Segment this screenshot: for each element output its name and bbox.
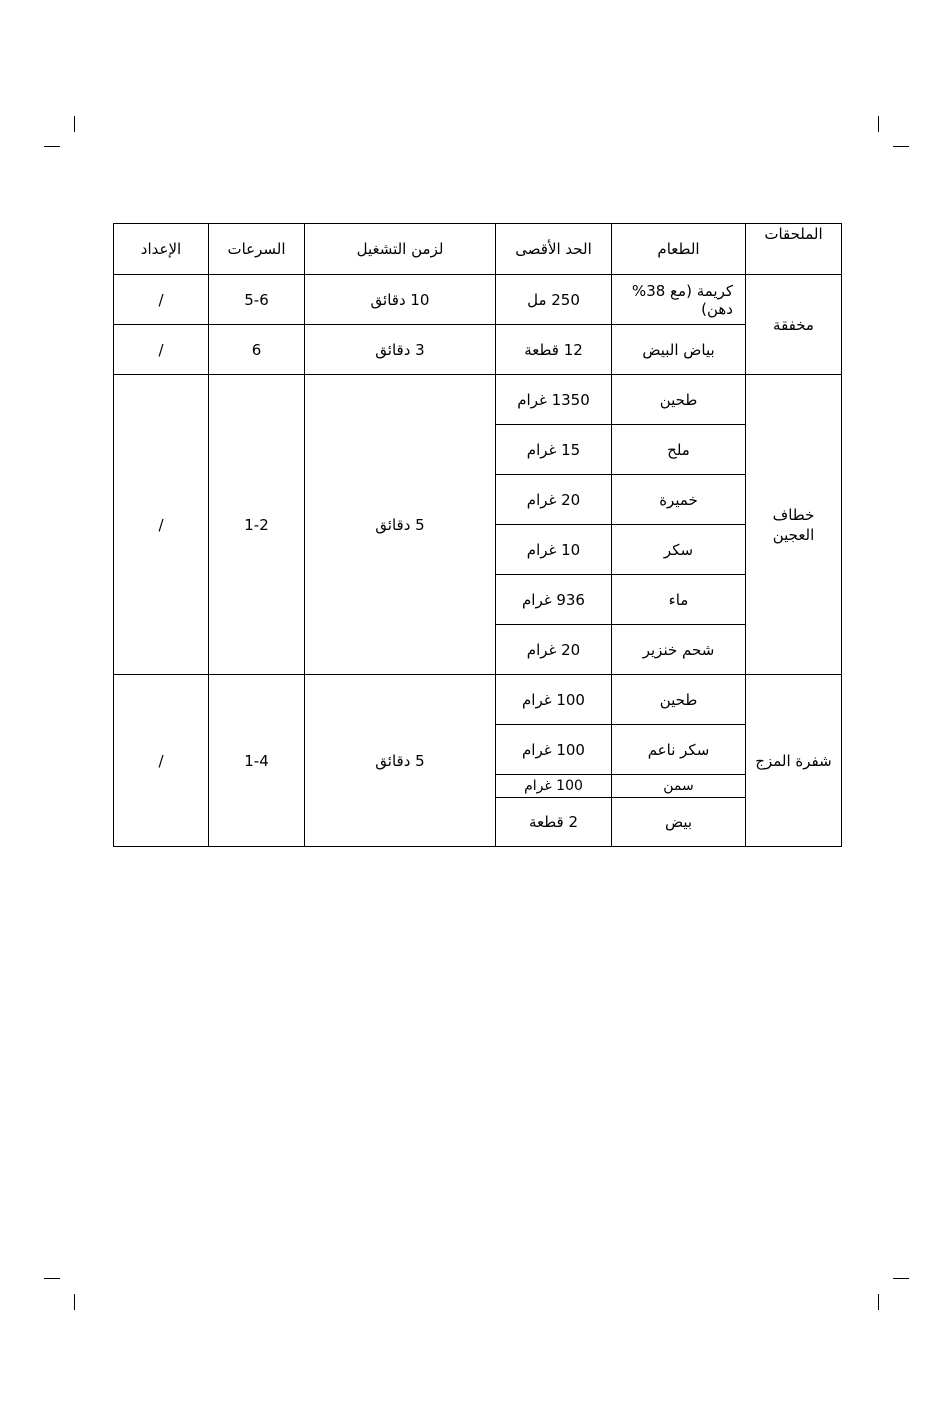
crop-mark-top-right-v <box>878 116 879 132</box>
table-row <box>114 375 842 425</box>
header-max: الحد الأقصى <box>496 224 612 275</box>
crop-mark-bottom-right-h <box>893 1278 909 1279</box>
header-attachments: الملحقات <box>746 224 842 275</box>
prep-cell: / <box>114 375 209 675</box>
header-speeds: السرعات <box>209 224 305 275</box>
crop-mark-bottom-left-v <box>74 1294 75 1310</box>
max-cell: 100 غرام <box>496 775 612 798</box>
speed-cell: 1-4 <box>209 675 305 847</box>
crop-mark-bottom-left-h <box>44 1278 60 1279</box>
max-cell: 20 غرام <box>496 625 612 675</box>
header-row <box>114 224 842 275</box>
food-cell: طحين <box>612 375 746 425</box>
crop-mark-top-right-h <box>893 146 909 147</box>
food-cell: سكر <box>612 525 746 575</box>
max-cell: 250 مل <box>496 275 612 325</box>
prep-cell: / <box>114 675 209 847</box>
prep-cell: / <box>114 325 209 375</box>
max-cell: 100 غرام <box>496 675 612 725</box>
food-cell: طحين <box>612 675 746 725</box>
attachment-cell: شفرة المزج <box>746 675 842 847</box>
food-cell: شحم خنزير <box>612 625 746 675</box>
crop-mark-top-left-h <box>44 146 60 147</box>
food-cell: خميرة <box>612 475 746 525</box>
header-food: الطعام <box>612 224 746 275</box>
food-cell: سكر ناعم <box>612 725 746 775</box>
max-cell: 12 قطعة <box>496 325 612 375</box>
max-cell: 936 غرام <box>496 575 612 625</box>
max-cell: 2 قطعة <box>496 798 612 847</box>
header-prep: الإعداد <box>114 224 209 275</box>
attachment-cell: مخفقة <box>746 275 842 375</box>
max-cell: 20 غرام <box>496 475 612 525</box>
table-row <box>114 275 842 325</box>
table-row <box>114 675 842 725</box>
max-cell: 100 غرام <box>496 725 612 775</box>
food-cell: ماء <box>612 575 746 625</box>
speed-cell: 1-2 <box>209 375 305 675</box>
food-cell: بيض <box>612 798 746 847</box>
prep-cell: / <box>114 275 209 325</box>
time-cell: 10 دقائق <box>305 275 496 325</box>
time-cell: 5 دقائق <box>305 675 496 847</box>
food-cell: سمن <box>612 775 746 798</box>
time-cell: 5 دقائق <box>305 375 496 675</box>
food-cell: بياض البيض <box>612 325 746 375</box>
max-cell: 10 غرام <box>496 525 612 575</box>
food-cell: كريمة (مع 38% دهن) <box>612 275 746 325</box>
max-cell: 15 غرام <box>496 425 612 475</box>
crop-mark-bottom-right-v <box>878 1294 879 1310</box>
attachment-cell: خطاف العجين <box>746 375 842 675</box>
food-cell: ملح <box>612 425 746 475</box>
attachments-table <box>113 223 842 847</box>
speed-cell: 6 <box>209 325 305 375</box>
header-time: لزمن التشغيل <box>305 224 496 275</box>
max-cell: 1350 غرام <box>496 375 612 425</box>
crop-mark-top-left-v <box>74 116 75 132</box>
table-row <box>114 325 842 375</box>
speed-cell: 5-6 <box>209 275 305 325</box>
time-cell: 3 دقائق <box>305 325 496 375</box>
